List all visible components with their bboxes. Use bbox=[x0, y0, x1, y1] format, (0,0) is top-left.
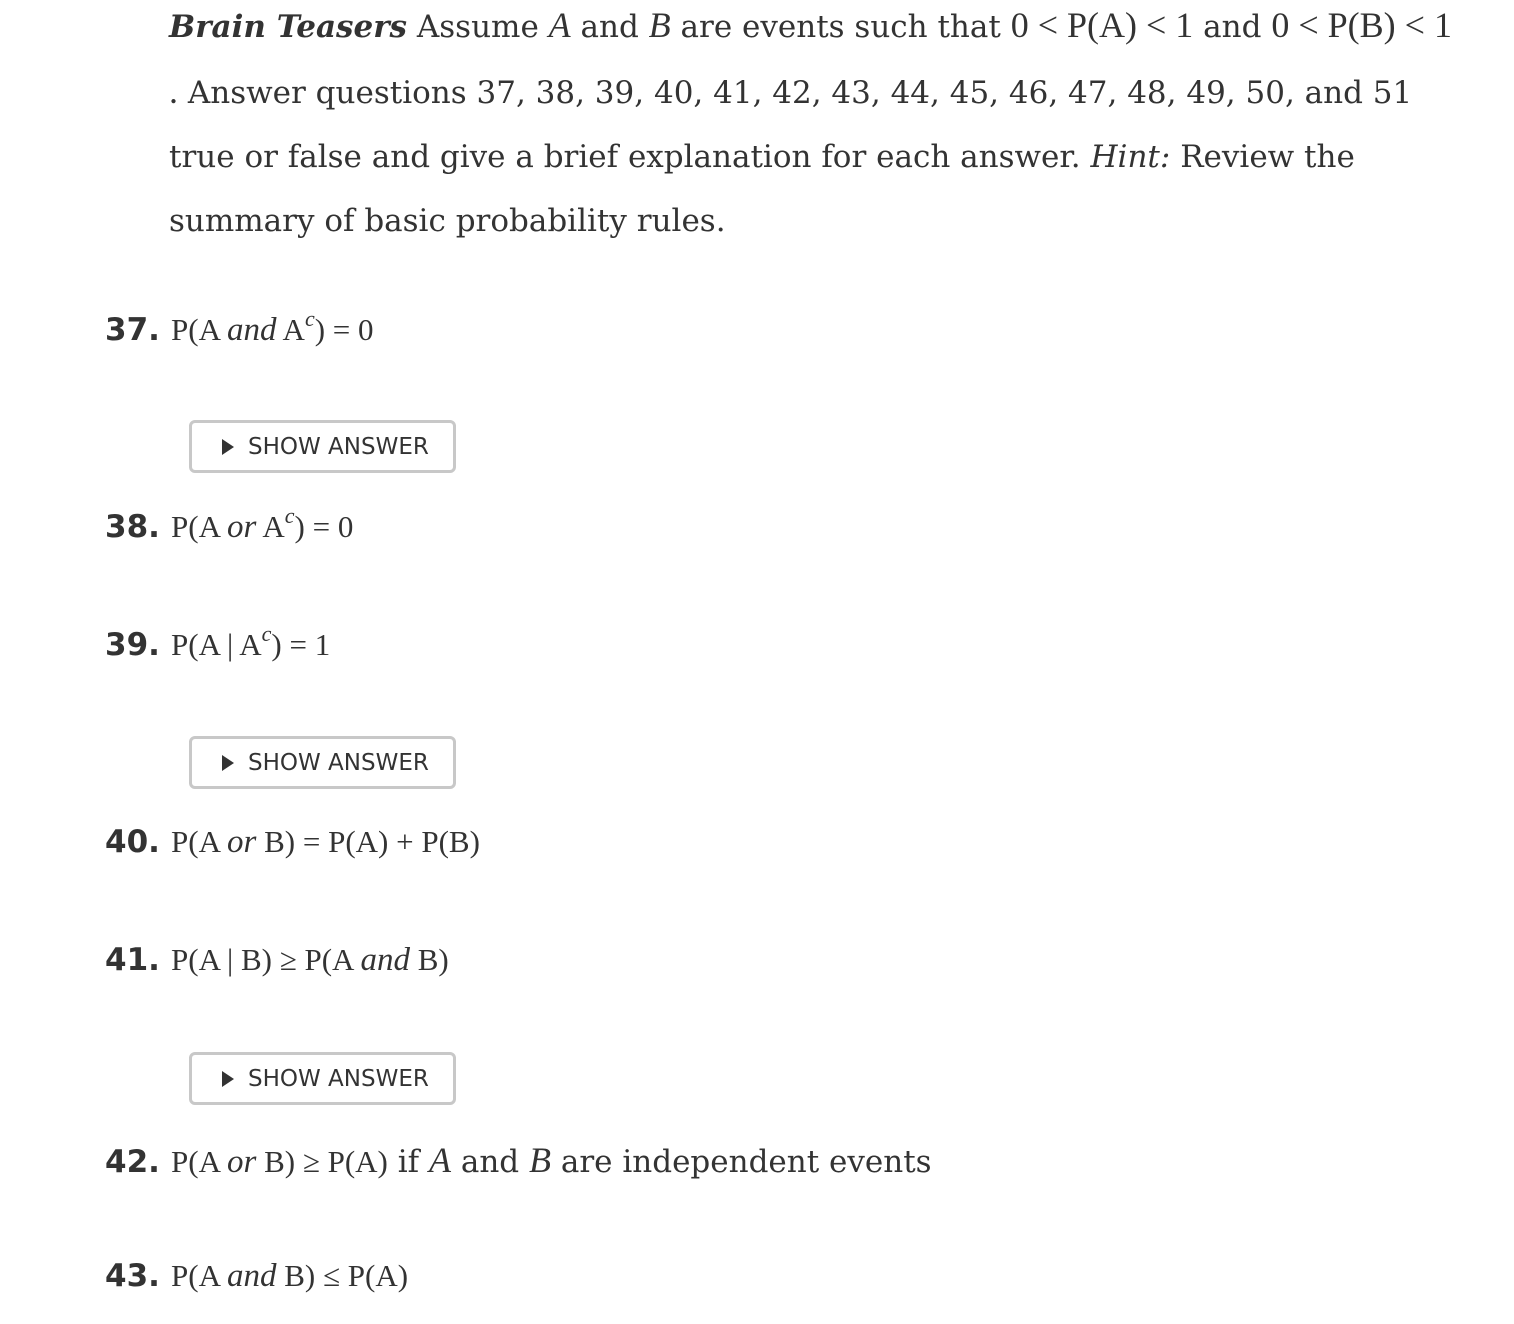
instructions-text: Answer questions 37, 38, 39, 40, 41, 42, 43, 44, 45, 46, 47, 48, 49, 50, and 51 true or false and give a brief explanation for each answer. bbox=[169, 75, 1413, 175]
question-41 bbox=[105, 942, 449, 992]
question-expression: P(A | B) ≥ P(A and B) bbox=[171, 942, 449, 978]
show-answer-label: SHOW ANSWER bbox=[248, 749, 429, 776]
question-number: 39. bbox=[105, 627, 160, 663]
question-expression: P(A and B) ≤ P(A) bbox=[171, 1258, 409, 1294]
question-number: 41. bbox=[105, 942, 160, 978]
intro-paragraph bbox=[169, 0, 1469, 253]
question-40 bbox=[105, 824, 480, 874]
show-answer-button-39[interactable] bbox=[189, 736, 456, 789]
question-expression: P(A or $A^c) = 0$ bbox=[171, 503, 354, 545]
question-39 bbox=[105, 621, 331, 677]
show-answer-label: SHOW ANSWER bbox=[248, 1065, 429, 1092]
question-37 bbox=[105, 306, 374, 362]
triangle-right-icon bbox=[222, 1071, 234, 1087]
p-b-range: 0 < P(B) < 1 . bbox=[169, 5, 1452, 111]
events-text: are events such that bbox=[680, 9, 1001, 45]
triangle-right-icon bbox=[222, 755, 234, 771]
question-expression: P(A | $A^c) = 1$ bbox=[171, 621, 331, 662]
question-number: 40. bbox=[105, 824, 160, 860]
assume-text: Assume bbox=[416, 9, 539, 45]
p-a-range: 0 < P(A) < 1 bbox=[1010, 5, 1194, 45]
question-number: 43. bbox=[105, 1258, 160, 1294]
question-expression: P(A and $A^c) = 0$ bbox=[171, 306, 374, 348]
show-answer-button-41[interactable] bbox=[189, 1052, 456, 1105]
brain-teasers-label: Brain Teasers bbox=[169, 9, 408, 45]
show-answer-button-37[interactable] bbox=[189, 420, 456, 473]
question-expression: P(A or B) ≥ P(A) if A and B are independent events bbox=[171, 1140, 932, 1180]
triangle-right-icon bbox=[222, 439, 234, 455]
question-38 bbox=[105, 503, 354, 559]
question-43 bbox=[105, 1258, 408, 1308]
hint-text: Review the summary of basic probability rules. bbox=[169, 139, 1355, 239]
question-number: 38. bbox=[105, 509, 160, 545]
hint-label: Hint: bbox=[1090, 139, 1171, 175]
question-42 bbox=[105, 1139, 932, 1189]
question-number: 37. bbox=[105, 312, 160, 348]
show-answer-label: SHOW ANSWER bbox=[248, 433, 429, 460]
event-a: A bbox=[548, 5, 571, 45]
and-text: and bbox=[580, 9, 639, 45]
event-b: B bbox=[648, 5, 671, 45]
and-text-2: and bbox=[1203, 9, 1262, 45]
question-expression: P(A or B) = P(A) + P(B) bbox=[171, 824, 480, 860]
question-number: 42. bbox=[105, 1144, 160, 1180]
